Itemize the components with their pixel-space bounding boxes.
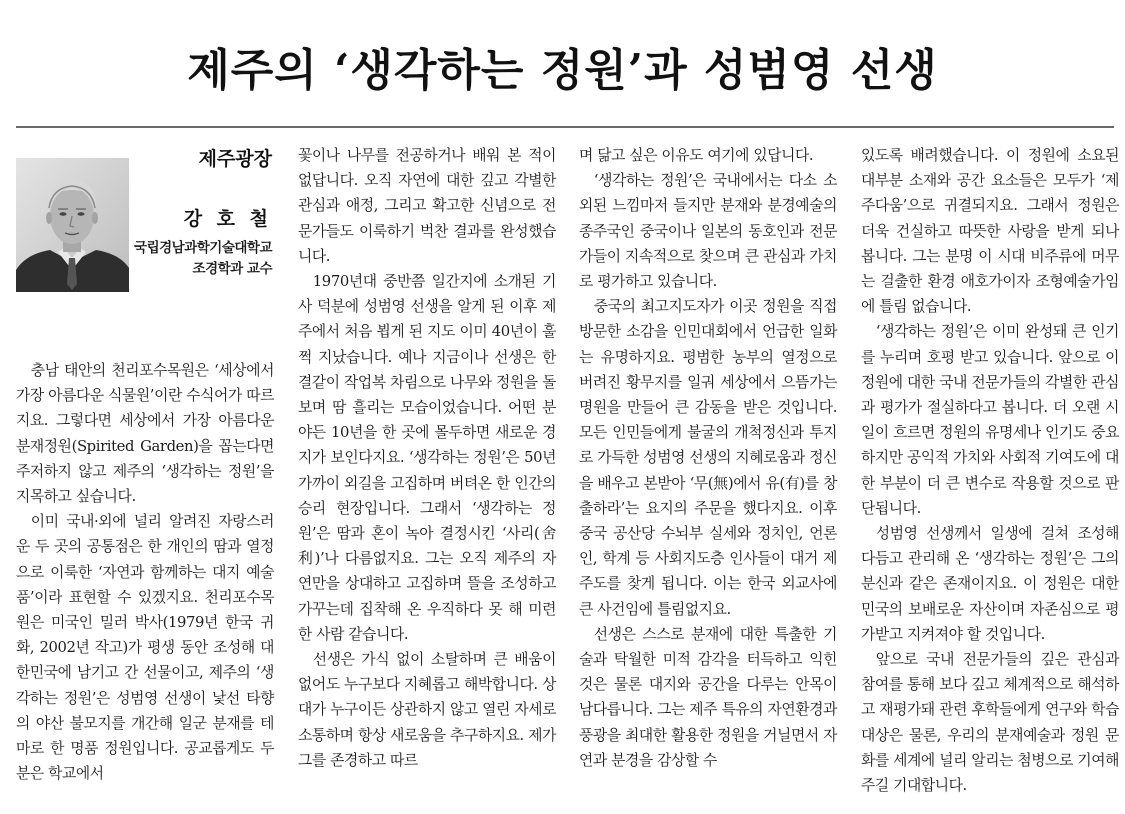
article-column-1	[16, 358, 274, 786]
article-column-2	[298, 143, 556, 773]
paragraph: 있도록 배려했습니다. 이 정원에 소요된 대부분 소재와 공간 요소들은 모두가 ‘제주다움’으로 귀결되지요. 그래서 정원은 더욱 건실하고 따뜻한 사랑을 받게 되나 봅니다. 그는 분명 이 시대 비주류에 머무는 걸출한 환경 애호가이자 조형예술가임에 틀림 없습니다.	[861, 147, 1119, 316]
author-photo	[16, 158, 129, 292]
paragraph: 충남 태안의 천리포수목원은 ‘세상에서 가장 아름다운 식물원’이란 수식어가 따르지요. 그렇다면 세상에서 가장 아름다운 분재정원(Spirited Garden)을 꼽는다면 주저하지 않고 제주의 ‘생각하는 정원’을 지목하고 싶습니다.	[16, 362, 274, 506]
article-column-4	[861, 143, 1119, 798]
article-column-3	[579, 143, 837, 773]
paragraph: 중국의 최고지도자가 이곳 정원을 직접 방문한 소감을 인민대회에서 언급한 일화는 유명하지요. 평범한 농부의 열정으로 버려진 황무지를 일궈 세상에서 으뜸가는 명원을 만들어 큰 감동을 받은 것입니다. 모든 인민들에게 불굴의 개척정신과 투지로 가득한 성범영 선생의 지혜로움과 정신을 배우고 본받아 ‘무(無)에서 유(有)를 창출하라’는 요지의 주문을 했다지요. 이후 중국 공산당 수뇌부 실세와 정치인, 언론인, 학계 등 사회지도층 인사들이 대거 제주도를 찾게 됩니다. 이는 한국 외교사에 큰 사건임에 틀림없지요.	[579, 298, 837, 618]
affiliation-line-1: 국립경남과학기술대학교	[134, 240, 272, 256]
paragraph: 이미 국내·외에 널리 알려진 자랑스러운 두 곳의 공통점은 한 개인의 땀과 열정으로 이룩한 ‘자연과 함께하는 대지 예술품’이라 표현할 수 있겠지요. 천리포수목원은 미국인 밀러 박사(1979년 한국 귀화, 2002년 작고)가 평생 동안 조성해 대한민국에 남기고 간 선물이고, 제주의 ‘생각하는 정원’은 성범영 선생이 낯선 타향의 야산 불모지를 개간해 일군 분재를 테마로 한 명품 정원입니다. 공교롭게도 두 분은 학교에서	[16, 513, 274, 783]
paragraph: 앞으로 국내 전문가들의 깊은 관심과 참여를 통해 보다 깊고 체계적으로 해석하고 재평가돼 관련 후학들에게 연구와 학습 대상은 물론, 우리의 분재예술과 정원 문화를 세계에 널리 알리는 첨병으로 기여해 주길 기대합니다.	[861, 651, 1119, 795]
paragraph: 선생은 스스로 분재에 대한 특출한 기술과 탁월한 미적 감각을 터득하고 익힌 것은 물론 대지와 공간을 다루는 안목이 남다릅니다. 그는 제주 특유의 자연환경과 풍광을 최대한 활용한 정원을 거닐면서 자연과 분경을 감상할 수	[579, 625, 837, 769]
paragraph: 꽃이나 나무를 전공하거나 배워 본 적이 없답니다. 오직 자연에 대한 깊고 각별한 관심과 애정, 그리고 확고한 신념으로 전문가들도 이룩하기 벅찬 결과를 완성했습니다.	[298, 147, 556, 265]
paragraph: 선생은 가식 없이 소탈하며 큰 배움이 없어도 누구보다 지혜롭고 해박합니다. 상대가 누구이든 상관하지 않고 열린 자세로 소통하며 항상 새로움을 추구하지요. 제가 그를 존경하고 따르	[298, 651, 556, 769]
author-affiliation	[134, 238, 272, 280]
headline: 제주의 ‘생각하는 정원’과 성범영 선생	[187, 45, 938, 96]
affiliation-line-2: 조경학과 교수	[192, 261, 272, 277]
section-label: 제주광장	[198, 148, 272, 170]
headline-rule	[16, 126, 1114, 128]
paragraph: ‘생각하는 정원’은 국내에서는 다소 소외된 느낌마저 들지만 분재와 분경예술의 종주국인 중국이나 일본의 동호인과 전문가들이 지속적으로 찾으며 큰 관심과 가치로 평가하고 있습니다.	[579, 172, 837, 291]
paragraph: ‘생각하는 정원’은 이미 완성돼 큰 인기를 누리며 호평 받고 있습니다. 앞으로 이 정원에 대한 국내 전문가들의 각별한 관심과 평가가 절실하다고 봅니다. 더 오랜 시일이 흐르면 정원의 유명세나 인기도 중요하지만 공익적 가치와 사회적 기여도에 대한 부분이 더 큰 변수로 작용할 것으로 판단됩니다.	[861, 323, 1119, 517]
paragraph: 1970년대 중반쯤 일간지에 소개된 기사 덕분에 성범영 선생을 알게 된 이후 제주에서 처음 뵙게 된 지도 이미 40년이 훌쩍 지났습니다. 예나 지금이나 선생은 한결같이 작업복 차림으로 나무와 정원을 돌보며 땀 흘리는 모습이었습니다. 어떤 분야든 10년을 한 곳에 몰두하면 새로운 경지가 보인다지요. ‘생각하는 정원’은 50년 가까이 외길을 고집하며 버텨온 한 인간의 승리 현장입니다. 그래서 ‘생각하는 정원’은 땀과 혼이 녹아 결정시킨 ‘사리(舍利)’나 다름없지요. 그는 오직 제주의 자연만을 상대하고 고집하며 뜰을 조성하고 가꾸는데 집착해 온 우직하다 못 해 미련한 사람 같습니다.	[298, 273, 556, 643]
paragraph: 성범영 선생께서 일생에 걸쳐 조성해 다듬고 관리해 온 ‘생각하는 정원’은 그의 분신과 같은 존재이지요. 이 정원은 대한민국의 보배로운 자산이며 자존심으로 평가받고 지켜져야 할 것입니다.	[861, 525, 1119, 643]
paragraph: 며 닮고 싶은 이유도 여기에 있답니다.	[579, 147, 814, 164]
author-name: 강 호 철	[183, 208, 272, 230]
byline-block	[16, 144, 272, 292]
